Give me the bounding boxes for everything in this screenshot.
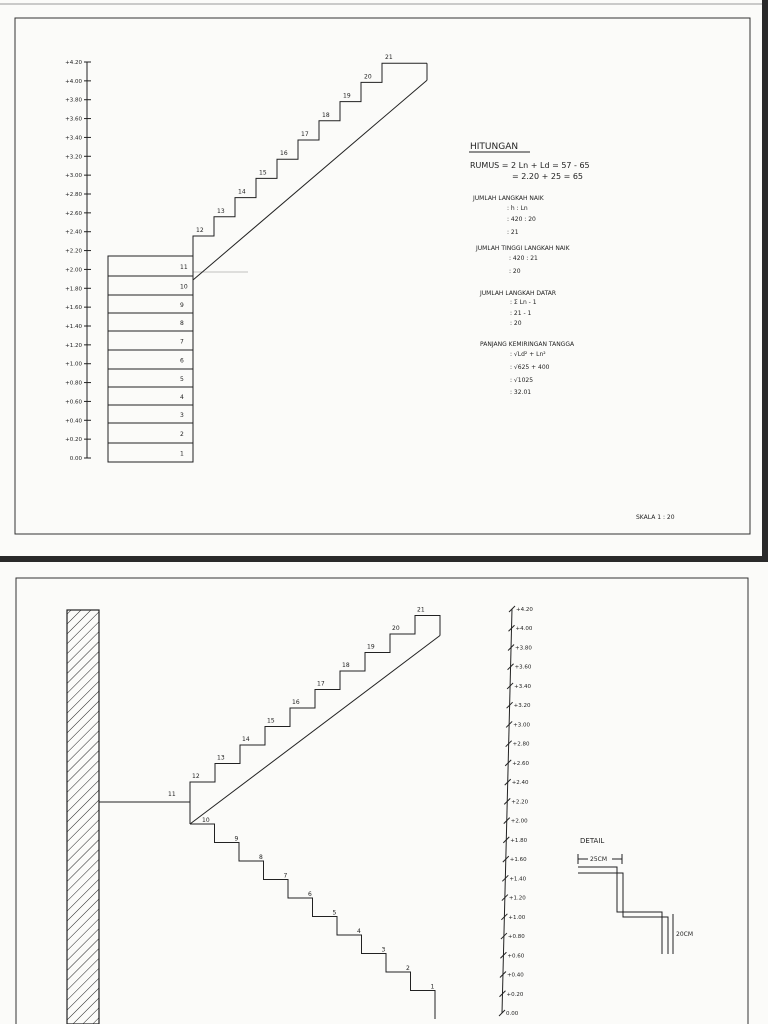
elevation-label: +4.20 <box>516 607 533 613</box>
calc-line: JUMLAH LANGKAH NAIK <box>473 195 544 202</box>
elevation-label: +1.80 <box>65 286 82 293</box>
calc-line: : 420 : 20 <box>507 216 536 223</box>
stair-drawing-bottom <box>0 562 768 1024</box>
step-number: 14 <box>242 736 250 743</box>
elevation-label: +2.00 <box>510 818 528 825</box>
step-number: 9 <box>180 302 184 309</box>
elevation-label: +1.00 <box>65 361 82 368</box>
step-number: 18 <box>342 662 350 669</box>
elevation-label: +2.60 <box>65 210 82 217</box>
step-number: 17 <box>317 680 325 688</box>
calc-line: : 21 - 1 <box>510 310 532 317</box>
step-number: 4 <box>180 394 184 401</box>
elevation-label: +0.80 <box>65 380 82 387</box>
drawing-sheet-bottom <box>0 562 768 1024</box>
stair-soffit <box>193 80 427 280</box>
step-number: 5 <box>180 376 184 383</box>
stair-upper-profile <box>193 63 427 276</box>
step-number: 19 <box>343 92 351 100</box>
stair-soffit <box>190 636 440 825</box>
step-number: 6 <box>308 891 312 898</box>
elevation-label: +0.40 <box>65 418 82 425</box>
step-number: 17 <box>301 131 309 138</box>
calc-line: : 21 <box>507 229 519 236</box>
elevation-label: +3.40 <box>514 683 531 690</box>
calc-line: : h : Ln <box>507 205 528 212</box>
stair-upper-profile <box>190 616 440 825</box>
step-number: 18 <box>322 111 330 119</box>
elevation-label: +1.40 <box>65 324 82 330</box>
drawing-border <box>16 578 748 1024</box>
elevation-label: +1.00 <box>508 914 526 921</box>
elevation-label: +3.40 <box>65 135 82 142</box>
step-number: 14 <box>238 188 246 196</box>
calc-line: JUMLAH LANGKAH DATAR <box>480 290 557 297</box>
detail-profile-inner <box>578 873 668 954</box>
landing-number: 11 <box>168 791 176 798</box>
calc-title-text: HITUNGAN <box>470 142 519 152</box>
calc-line: JUMLAH TINGGI LANGKAH NAIK <box>476 245 570 252</box>
detail-profile-outer <box>578 867 662 954</box>
calc-line: RUMUS = 2 Ln + Ld = 57 - 65 <box>470 161 590 170</box>
step-number: 6 <box>180 357 184 365</box>
detail-tread-label: 25CM <box>590 856 608 863</box>
step-number: 12 <box>196 227 204 234</box>
elevation-label: +3.00 <box>513 722 531 729</box>
elevation-label: +4.00 <box>65 78 82 85</box>
step-number: 20 <box>392 625 400 632</box>
step-number: 16 <box>292 699 300 706</box>
calc-line: : √625 + 400 <box>510 364 550 371</box>
elevation-label: +2.40 <box>65 229 82 236</box>
elevation-label: +3.60 <box>514 664 532 671</box>
elevation-label: +3.20 <box>513 703 531 710</box>
calc-line: : 420 : 21 <box>509 255 538 262</box>
step-number: 8 <box>259 854 263 861</box>
elevation-label: +3.00 <box>65 173 82 180</box>
elevation-label: +4.20 <box>65 60 82 66</box>
detail-riser-label: 20CM <box>676 931 694 938</box>
stair-lower-profile <box>190 824 435 1019</box>
step-number: 1 <box>430 983 435 991</box>
calc-line: : 20 <box>509 268 521 275</box>
step-number: 3 <box>381 946 386 954</box>
elevation-label: +2.20 <box>65 248 82 255</box>
elevation-label: +1.20 <box>508 895 526 902</box>
step-number: 13 <box>217 754 225 762</box>
calc-line: = 2.20 + 25 = 65 <box>512 172 583 181</box>
step-number: 19 <box>367 643 375 651</box>
step-number: 20 <box>364 73 372 81</box>
step-number: 13 <box>217 207 225 215</box>
elevation-label: +0.80 <box>507 934 525 941</box>
elevation-label: +2.80 <box>512 741 530 748</box>
step-number: 2 <box>180 431 184 438</box>
elevation-label: +2.20 <box>511 799 529 806</box>
elevation-label: +1.20 <box>65 342 82 349</box>
scale-label: SKALA 1 : 20 <box>636 514 675 521</box>
step-number: 7 <box>180 338 184 346</box>
elevation-label: +3.20 <box>65 154 82 161</box>
step-number: 21 <box>385 54 393 62</box>
elevation-label: 0.00 <box>69 456 82 462</box>
step-number: 5 <box>332 909 337 917</box>
step-number: 10 <box>180 283 188 291</box>
step-number: 15 <box>267 717 275 725</box>
elevation-label: +1.60 <box>509 857 527 864</box>
elevation-label: +3.80 <box>515 645 532 652</box>
elevation-label: 0.00 <box>506 1011 519 1017</box>
elevation-label: +3.80 <box>65 97 82 104</box>
elevation-label: +2.40 <box>511 780 529 787</box>
step-number: 9 <box>234 835 239 843</box>
calc-line: : 32.01 <box>510 389 532 396</box>
elevation-label: +0.20 <box>65 437 82 444</box>
step-number: 3 <box>180 412 184 419</box>
step-number: 12 <box>192 773 200 780</box>
elevation-label: +2.60 <box>512 760 530 767</box>
elevation-label: +0.60 <box>65 399 82 406</box>
elevation-label: +1.40 <box>509 876 527 883</box>
step-number: 10 <box>202 817 210 824</box>
elevation-label: +0.40 <box>506 972 524 979</box>
elevation-label: +1.60 <box>65 305 82 312</box>
step-number: 8 <box>180 320 184 327</box>
elevation-label: +0.20 <box>506 991 524 998</box>
step-number: 21 <box>417 606 425 614</box>
step-number: 11 <box>180 264 188 271</box>
detail-title: DETAIL <box>580 837 605 845</box>
step-number: 16 <box>280 150 288 158</box>
elevation-label: +3.60 <box>65 116 82 123</box>
calc-line: : 20 <box>510 320 522 327</box>
step-number: 4 <box>357 928 361 935</box>
elevation-label: +0.60 <box>507 953 525 960</box>
elevation-label: +2.00 <box>65 267 82 274</box>
step-number: 15 <box>259 169 267 177</box>
step-number: 7 <box>283 872 288 880</box>
calc-line: PANJANG KEMIRINGAN TANGGA <box>480 341 575 348</box>
elevation-label: +2.80 <box>65 192 82 198</box>
calc-line: : Σ Ln - 1 <box>510 299 537 306</box>
calc-line: : √1025 <box>510 377 534 384</box>
step-number: 1 <box>180 450 184 458</box>
elevation-label: +4.00 <box>515 626 533 633</box>
wall-hatched <box>67 610 99 1024</box>
step-number: 2 <box>406 965 410 972</box>
calc-line: : √Ld² + Ln² <box>510 351 546 358</box>
elevation-label: +1.80 <box>510 837 528 844</box>
